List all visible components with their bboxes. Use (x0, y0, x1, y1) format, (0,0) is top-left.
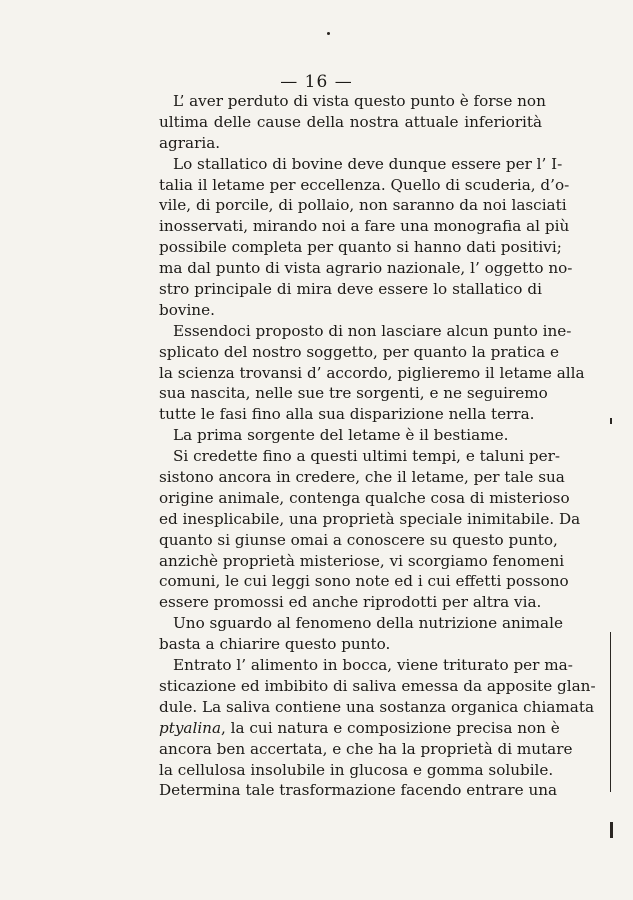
text-line: comuni, le cui leggi sono note ed i cui effetti possono (159, 572, 569, 591)
text-line: stro principale di mira deve essere lo stallatico di (159, 280, 542, 299)
text-line: ma dal punto di vista agrario nazionale, l’ oggetto no- (159, 259, 573, 278)
italic-term: ptyalina (159, 718, 222, 737)
text-line: ed inesplicabile, una proprietà speciale inimitabile. Da (159, 509, 581, 528)
text-line: ptyalina, la cui natura e composizione precisa non è (159, 718, 560, 737)
text-line: Essendoci proposto di non lasciare alcun punto ine- (173, 321, 572, 340)
text-line: Si credette fino a questi ultimi tempi, e taluni per- (173, 447, 561, 466)
text-line: Entrato l’ alimento in bocca, viene triturato per ma- (173, 656, 573, 675)
text-line: tutte le fasi fino alla sua disparizione nella terra. (159, 405, 535, 424)
text-line: bovine. (159, 300, 215, 319)
text-line: Determina tale trasformazione facendo entrare una (159, 781, 558, 800)
text-line: basta a chiarire questo punto. (159, 635, 391, 654)
text-line: sistono ancora in credere, che il letame, per tale sua (159, 468, 565, 487)
text-line: quanto si giunse omai a conoscere su questo punto, (159, 530, 558, 549)
text-line: L’ aver perduto di vista questo punto è forse non (173, 92, 546, 110)
text-line: Lo stallatico di bovine deve dunque essere per l’ I- (173, 154, 563, 173)
text-line: anzichè proprietà misteriose, vi scorgiamo fenomeni (159, 551, 565, 570)
text-line: la cellulosa insolubile in glucosa e gomma solubile. (159, 760, 554, 779)
page-edge-mark (610, 822, 613, 838)
text-line: splicato del nostro soggetto, per quanto la pratica e (159, 342, 560, 361)
text-line: vile, di porcile, di pollaio, non saranno da noi lasciati (159, 196, 567, 215)
text-line: dule. La saliva contiene una sostanza organica chiamata (159, 697, 594, 716)
page-edge-mark (610, 418, 612, 424)
page-edge-mark (610, 632, 611, 792)
text-line: essere promossi ed anche riprodotti per altra via. (159, 593, 542, 612)
ink-speck (327, 32, 330, 35)
text-line: sticazione ed imbibito di saliva emessa da apposite glan- (159, 676, 596, 695)
text-line: possibile completa per quanto si hanno dati positivi; (159, 238, 562, 257)
text-line: La prima sorgente del letame è il bestiame. (173, 426, 509, 445)
text-line: Uno sguardo al fenomeno della nutrizione animale (173, 614, 563, 633)
text-line: inosservati, mirando noi a fare una monografia al più (159, 217, 570, 236)
text-line: la scienza trovansi d’ accordo, piglieremo il letame alla (159, 363, 585, 382)
text-line: origine animale, contenga qualche cosa di misterioso (159, 488, 570, 507)
text-line: talia il letame per eccellenza. Quello di scuderia, d’o- (159, 175, 570, 194)
text-line: agraria. (159, 133, 221, 152)
text-line: sua nascita, nelle sue tre sorgenti, e ne seguiremo (159, 384, 548, 403)
text-line: ultima delle cause della nostra attuale inferiorità (159, 112, 542, 131)
body-text (159, 91, 596, 801)
page-number-header: — 16 — (280, 72, 353, 92)
text-line: ancora ben accertata, e che ha la proprietà di mutare (159, 739, 573, 758)
